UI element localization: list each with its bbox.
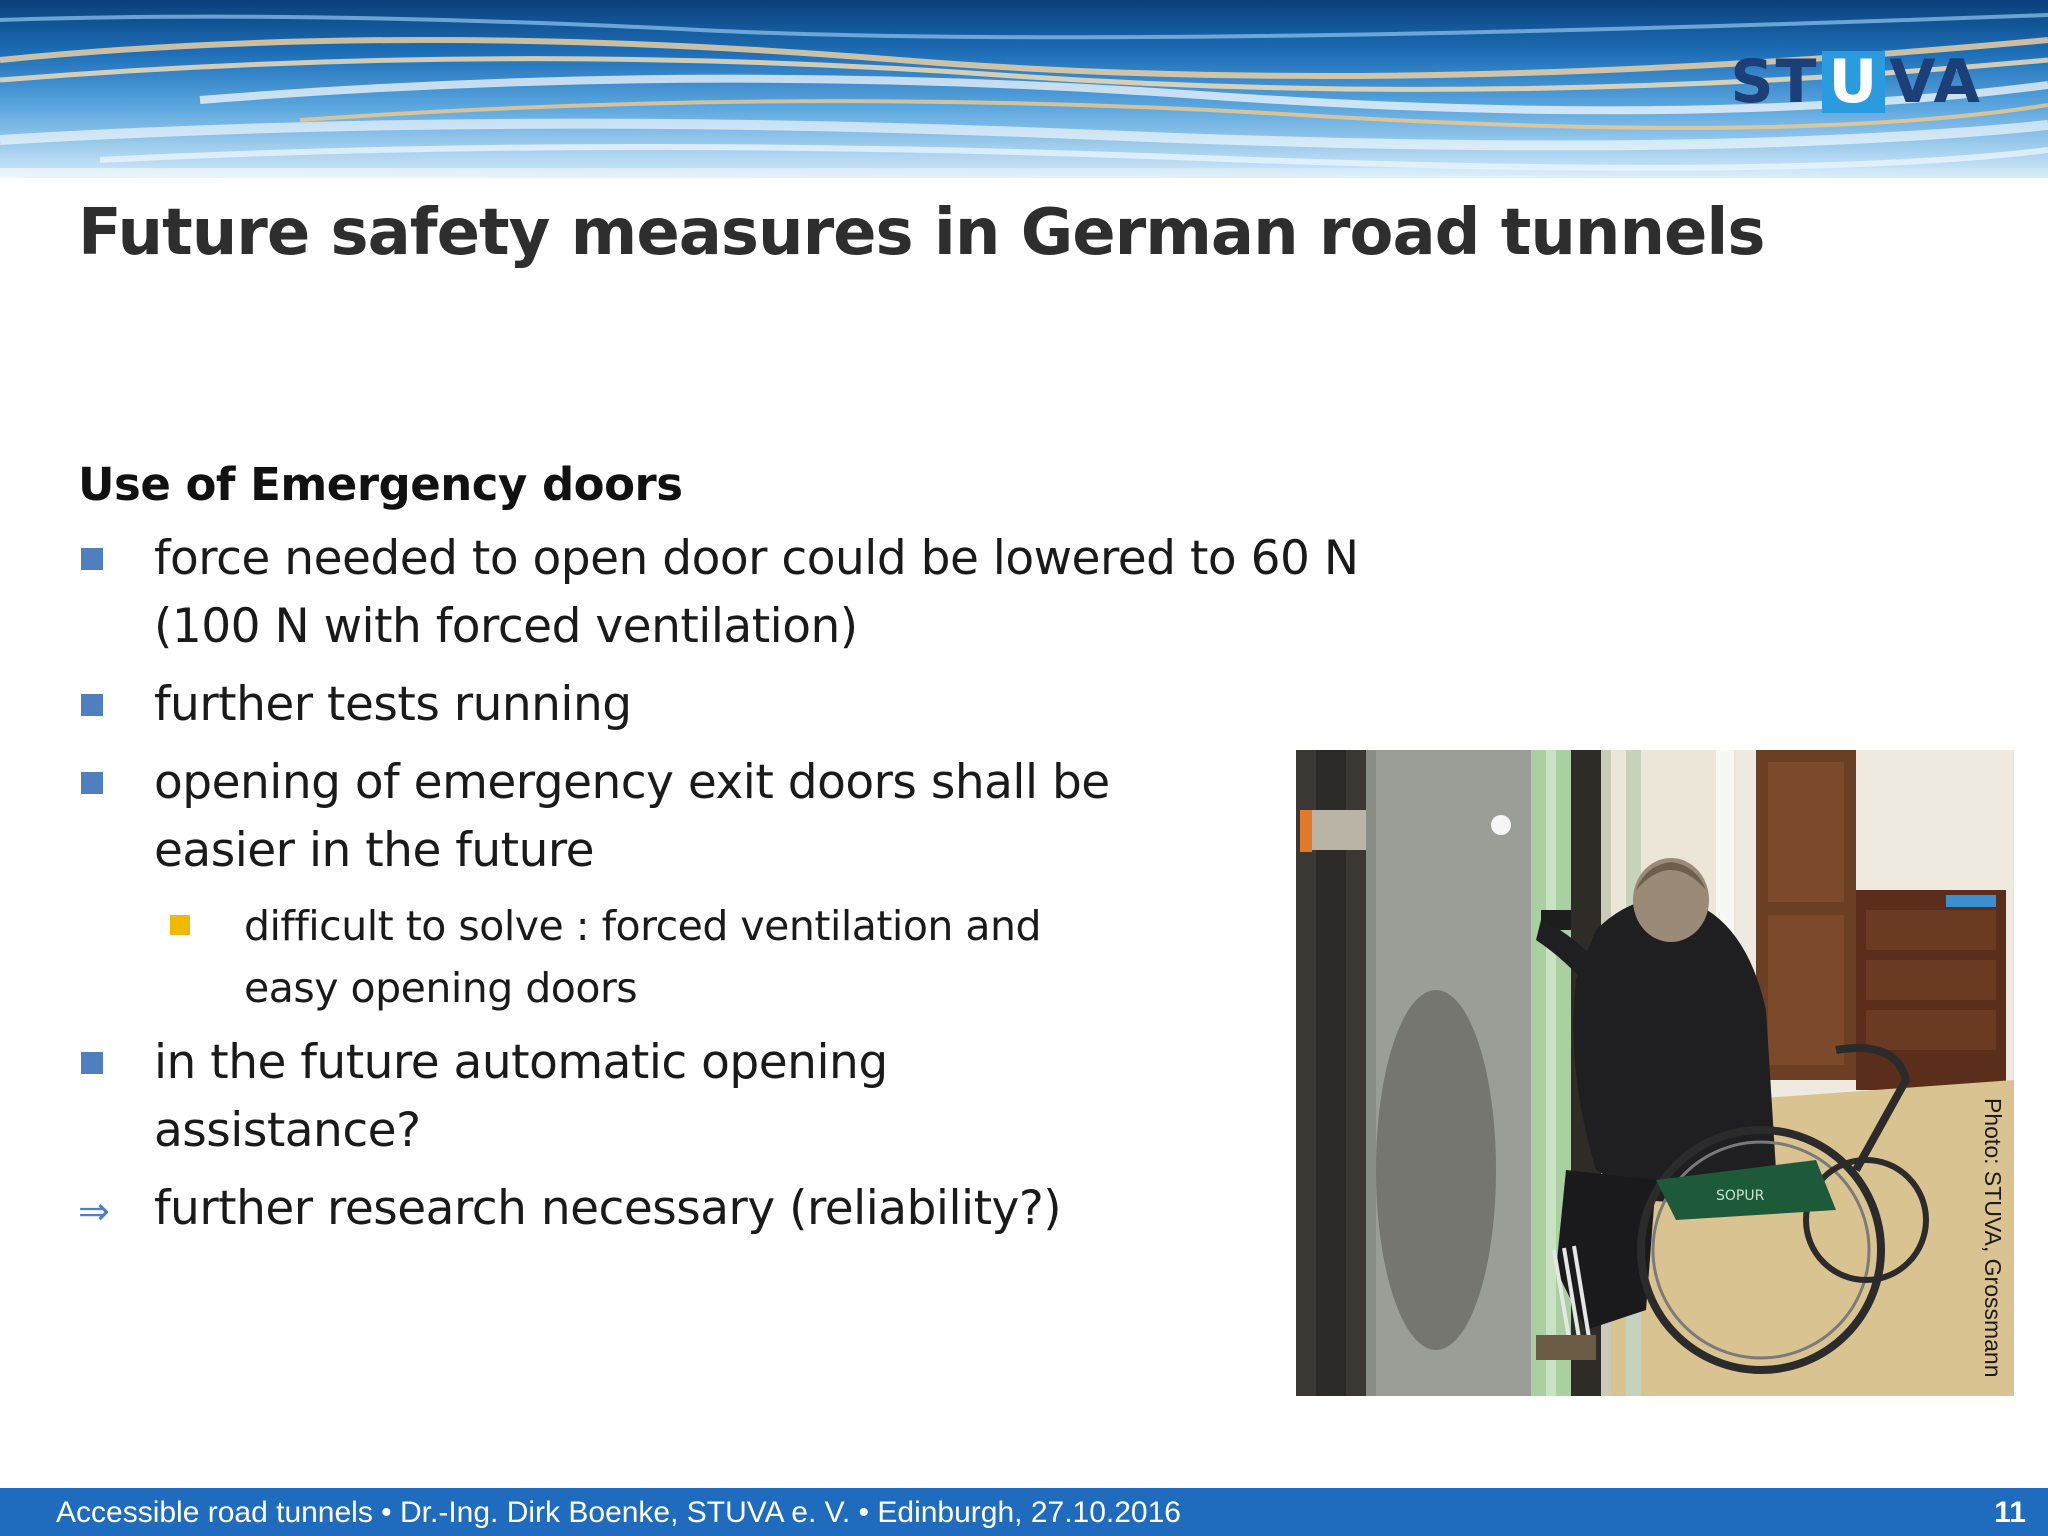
page-number: 11 <box>1994 1496 2026 1529</box>
double-arrow-icon: ⇒ <box>78 1189 110 1233</box>
slide-content <box>78 458 1359 1253</box>
bullet-item <box>78 749 1318 885</box>
bullet-text-line: assistance? <box>154 1103 421 1158</box>
bullet-text-line: (100 N with forced ventilation) <box>154 599 858 654</box>
square-bullet-icon <box>81 1052 103 1074</box>
bullet-text-line: further tests running <box>154 677 632 732</box>
photo-credit: Photo: STUVA, Grossmann <box>1980 1098 2006 1378</box>
footer-text: Accessible road tunnels • Dr.-Ing. Dirk Boenke, STUVA e. V. • Edinburgh, 27.10.2016 <box>56 1496 1181 1529</box>
logo-highlight: U <box>1822 51 1885 113</box>
bullet-text-line: force needed to open door could be lowered to 60 N <box>154 531 1359 586</box>
conclusion-item <box>78 1175 1318 1243</box>
header-banner <box>0 0 2048 178</box>
square-bullet-icon <box>81 772 103 794</box>
bullet-text-line: opening of emergency exit doors shall be <box>154 755 1110 810</box>
sub-bullet-text-line: easy opening doors <box>244 964 638 1012</box>
square-sub-bullet-icon <box>170 915 190 935</box>
bullet-text-line: in the future automatic opening <box>154 1035 888 1090</box>
bullet-item <box>78 671 1318 739</box>
footer-bar <box>0 1488 2048 1536</box>
sub-bullet-text-line: difficult to solve : forced ventilation and <box>244 902 1042 950</box>
bullet-item <box>78 525 1359 661</box>
square-bullet-icon <box>81 694 103 716</box>
section-heading: Use of Emergency doors <box>78 458 683 511</box>
bullet-item <box>78 1029 1318 1165</box>
stuva-logo <box>1730 47 1982 117</box>
bullet-text-line: easier in the future <box>154 823 595 878</box>
slide-title: Future safety measures in German road tunnels <box>78 196 1765 270</box>
logo-suffix: VA <box>1889 47 1982 117</box>
conclusion-text-line: further research necessary (reliability?) <box>154 1181 1062 1236</box>
wheelchair-door-photo <box>1296 750 2014 1396</box>
logo-prefix: ST <box>1730 47 1819 117</box>
sub-bullet-item <box>78 895 1318 1019</box>
square-bullet-icon <box>81 548 103 570</box>
photo-illustration <box>1296 750 2014 1396</box>
wheelchair-brand-label: SOPUR <box>1716 1188 1765 1204</box>
